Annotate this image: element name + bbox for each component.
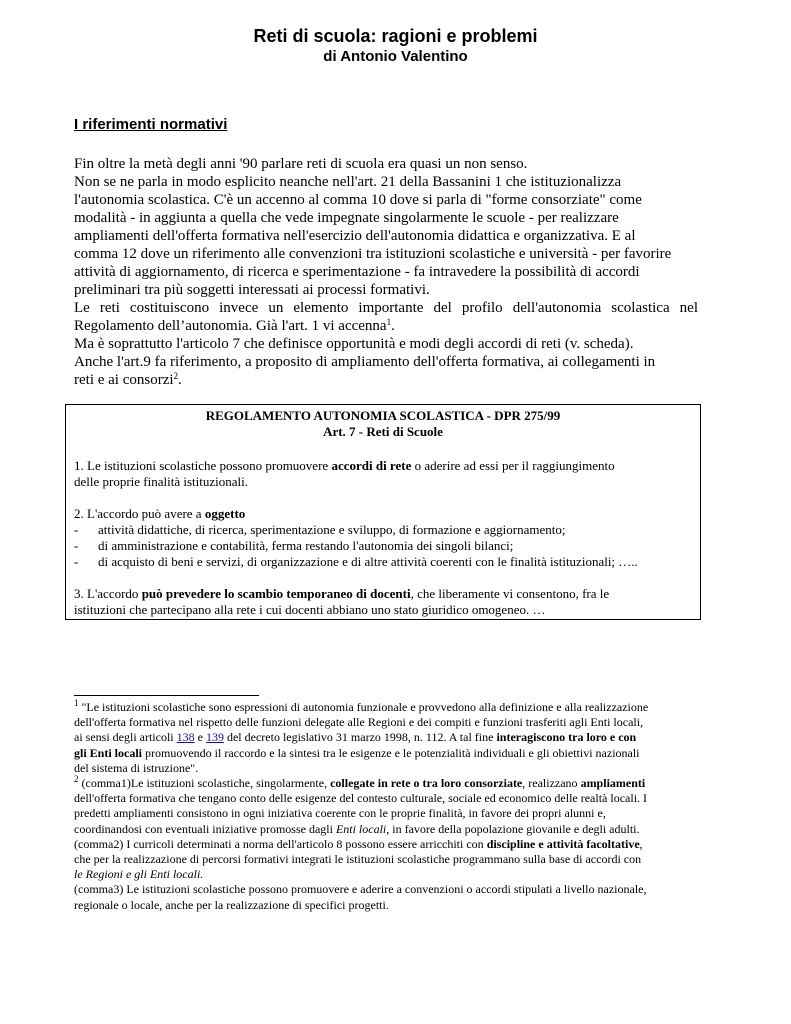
body-line: Ma è soprattutto l'articolo 7 che definisce opportunità e modi degli accordi di reti (v. scheda). xyxy=(74,336,634,352)
footnote-text-bold: discipline e attività facoltative xyxy=(486,836,640,851)
box-text-bold: accordi di rete xyxy=(331,458,412,473)
body-line: Fin oltre la metà degli anni '90 parlare reti di scuola era quasi un non senso. xyxy=(74,156,528,172)
footnote-text: "Le istituzioni scolastiche sono espressioni di autonomia funzionale e provvedono alla definizione e alla realizzazione xyxy=(78,700,649,714)
document-author: di Antonio Valentino xyxy=(323,48,468,65)
box-para-1-cont: delle proprie finalità istituzionali. xyxy=(74,474,249,489)
box-para-2 xyxy=(74,506,694,522)
footnote-text-bold: collegate in rete o tra loro consorziate xyxy=(330,776,523,791)
footnote-1-line xyxy=(74,746,714,761)
body-line: l'autonomia scolastica. C'è un accenno al comma 10 dove si parla di "forme consorziate" come xyxy=(74,192,642,208)
body-line: ampliamenti dell'offerta formativa nell'esercizio dell'autonomia didattica e organizzativa. E al xyxy=(74,228,636,244)
footnote-text: del decreto legislativo 31 marzo 1998, n. 112. A tal fine xyxy=(223,730,497,745)
list-dash: - xyxy=(74,554,79,569)
body-text-span: reti e ai consorzi xyxy=(74,372,174,388)
body-line: Non se ne parla in modo esplicito neanche nell'art. 21 della Bassanini 1 che istituzionalizza xyxy=(74,174,622,190)
box-text-bold: può prevedere lo scambio temporaneo di docenti xyxy=(141,586,411,601)
footnote-number: 1 xyxy=(74,698,79,708)
footnote-text-italic: le Regioni e gli Enti locali. xyxy=(74,867,204,882)
footnote-2-line: che per la realizzazione di percorsi formativi integrati le istituzioni scolastiche programmano sulla base di accordi con xyxy=(74,852,642,867)
body-text-span: Regolamento dell’autonomia. Già l'art. 1 vi accenna xyxy=(74,318,387,334)
box-list-item xyxy=(74,538,694,554)
footnote-1-line: del sistema di istruzione". xyxy=(74,760,199,775)
footnote-1-line: dell'offerta formativa nel rispetto delle funzioni delegate alle Regioni e dei compiti e funzioni trasferiti agli Enti locali, xyxy=(74,715,644,730)
footnote-2-line: regionale o locale, anche per la realizzazione di specifici progetti. xyxy=(74,897,389,912)
body-line: attività di aggiornamento, di ricerca e sperimentazione - fa intravedere la possibilità di accordi xyxy=(74,264,640,280)
footnotes xyxy=(74,700,714,913)
footnote-text: (comma1)Le istituzioni scolastiche, singolarmente, xyxy=(78,776,331,791)
box-list-item xyxy=(74,522,694,538)
footnote-2-line: predetti ampliamenti consistono in ogni iniziativa coerente con le proprie finalità, in favore dei propri alunni e, xyxy=(74,806,606,821)
body-line xyxy=(74,317,698,335)
footnote-2-line xyxy=(74,837,714,852)
box-text-bold: oggetto xyxy=(204,506,246,521)
box-text: 3. L'accordo xyxy=(74,586,142,601)
footnote-text-bold: gli Enti locali xyxy=(74,745,143,760)
box-para-1 xyxy=(74,458,694,474)
footnote-text-bold: ampliamenti xyxy=(580,776,646,791)
box-text: 2. L'accordo può avere a xyxy=(74,506,205,521)
body-line: comma 12 dove un riferimento alle convenzioni tra istituzioni scolastiche e università - per favorire xyxy=(74,246,672,262)
box-text: 1. Le istituzioni scolastiche possono promuovere xyxy=(74,458,332,473)
footnote-ref-1[interactable]: 1 xyxy=(386,317,392,327)
box-para-3 xyxy=(74,586,694,602)
footnote-text-italic: Enti locali xyxy=(335,821,387,836)
box-list-item xyxy=(74,554,694,570)
footnote-separator xyxy=(74,695,259,696)
footnote-1-line xyxy=(74,700,714,715)
list-dash: - xyxy=(74,522,79,537)
footnote-text: , realizzano xyxy=(522,776,581,791)
footnote-text: , xyxy=(639,836,643,851)
body-line: Anche l'art.9 fa riferimento, a proposito di ampliamento dell'offerta formativa, ai collegamenti in xyxy=(74,354,656,370)
footnote-text-bold: interagiscono tra loro e con xyxy=(496,730,637,745)
list-text: attività didattiche, di ricerca, sperimentazione e sviluppo, di formazione e aggiornamento; xyxy=(98,522,566,537)
footnote-text: ai sensi degli articoli xyxy=(74,730,177,745)
body-line xyxy=(74,371,698,389)
footnote-ref-2[interactable]: 2 xyxy=(173,371,179,381)
article-138-link[interactable]: 138 xyxy=(176,730,195,745)
body-line: Le reti costituiscono invece un elemento importante del profilo dell'autonomia scolastica nel xyxy=(74,300,698,316)
box-subheading: Art. 7 - Reti di Scuole xyxy=(323,424,443,439)
list-text: di acquisto di beni e servizi, di organizzazione e di altre attività coerenti con le finalità istituzionali; ….. xyxy=(98,554,638,569)
list-text: di amministrazione e contabilità, ferma restando l'autonomia dei singoli bilanci; xyxy=(98,538,514,553)
article-139-link[interactable]: 139 xyxy=(205,730,224,745)
box-text: o aderire ad essi per il raggiungimento xyxy=(411,458,615,473)
footnote-2-line: (comma3) Le istituzioni scolastiche possono promuovere e aderire a convenzioni o accordi stipulati a livello nazionale, xyxy=(74,882,647,897)
footnote-text: coordinandosi con eventuali iniziative promosse dagli xyxy=(74,821,336,836)
document-title: Reti di scuola: ragioni e problemi xyxy=(253,26,538,46)
section-heading: I riferimenti normativi xyxy=(74,116,228,133)
body-text-span: . xyxy=(391,318,395,334)
footnote-2-line xyxy=(74,867,714,882)
body-line: preliminari tra più soggetti interessati ai processi formativi. xyxy=(74,282,430,298)
list-dash: - xyxy=(74,538,79,553)
body-text xyxy=(74,155,698,389)
body-line: modalità - in aggiunta a quella che vede impegnate singolarmente le scuole - per realizzare xyxy=(74,210,619,226)
footnote-2-line: dell'offerta formativa che tengano conto delle esigenze del contesto culturale, sociale ed economico delle realtà locali. I xyxy=(74,791,648,806)
footnote-1-line xyxy=(74,730,714,745)
footnote-text: promuovendo il raccordo e la sintesi tra le esigenze e le potenzialità individuali e gli obiettivi nazionali xyxy=(142,745,640,760)
body-text-span: . xyxy=(178,372,182,388)
box-heading: REGOLAMENTO AUTONOMIA SCOLASTICA - DPR 275/99 xyxy=(205,408,561,423)
regulation-box xyxy=(65,404,701,620)
box-text: , che liberamente vi consentono, fra le xyxy=(410,586,610,601)
footnote-text: , in favore della popolazione giovanile e degli adulti. xyxy=(386,821,640,836)
box-para-3-cont: istituzioni che partecipano alla rete i cui docenti abbiano uno stato giuridico omogeneo. … xyxy=(74,602,546,617)
footnote-2-line xyxy=(74,776,714,791)
footnote-2-line xyxy=(74,822,714,837)
footnote-text: e xyxy=(194,730,206,745)
footnote-text: (comma2) I curricoli determinati a norma dell'articolo 8 possono essere arricchiti con xyxy=(74,836,487,851)
footnote-number: 2 xyxy=(74,774,79,785)
